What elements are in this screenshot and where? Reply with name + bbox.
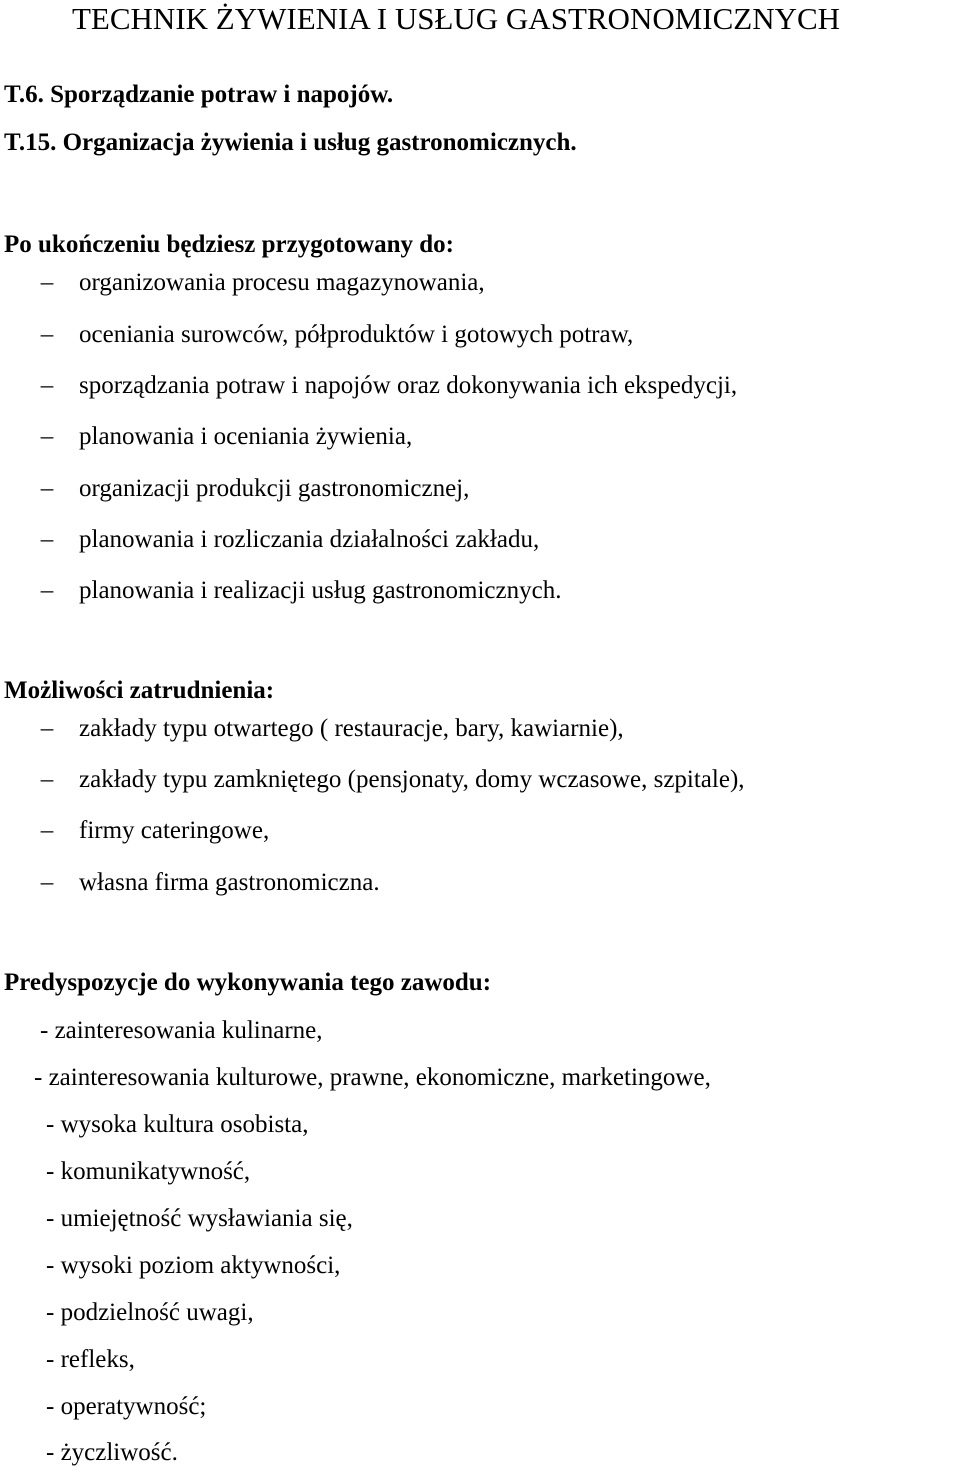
dash-bullet: – (40, 423, 54, 450)
list-item-text: organizacji produkcji gastronomicznej, (79, 475, 470, 502)
list-item-text: planowania i rozliczania działalności zakładu, (79, 526, 540, 553)
list-item: - refleks, (46, 1346, 135, 1373)
list-item: - komunikatywność, (46, 1158, 251, 1185)
predispositions-heading: Predyspozycje do wykonywania tego zawodu: (4, 969, 492, 996)
list-item-text: firmy cateringowe, (79, 817, 270, 844)
list-item-text: planowania i oceniania żywienia, (79, 423, 413, 450)
dash-bullet: – (40, 372, 54, 399)
list-item: - życzliwość. (46, 1439, 178, 1466)
list-item: - wysoka kultura osobista, (46, 1111, 309, 1138)
dash-bullet: – (40, 869, 54, 896)
list-item: - zainteresowania kulturowe, prawne, ekonomiczne, marketingowe, (34, 1064, 711, 1091)
dash-bullet: – (40, 526, 54, 553)
list-item-text: planowania i realizacji usług gastronomicznych. (79, 577, 562, 604)
list-item: - podzielność uwagi, (46, 1299, 254, 1326)
list-item-text: sporządzania potraw i napojów oraz dokonywania ich ekspedycji, (79, 372, 738, 399)
list-item: - operatywność; (46, 1393, 207, 1420)
qualification-t15: T.15. Organizacja żywienia i usług gastronomicznych. (4, 129, 577, 156)
dash-bullet: – (40, 269, 54, 296)
list-item-text: zakłady typu zamkniętego (pensjonaty, domy wczasowe, szpitale), (79, 766, 745, 793)
list-item-text: zakłady typu otwartego ( restauracje, bary, kawiarnie), (79, 715, 624, 742)
dash-bullet: – (40, 475, 54, 502)
document-title: TECHNIK ŻYWIENIA I USŁUG GASTRONOMICZNYCH (72, 1, 841, 36)
list-item: - wysoki poziom aktywności, (46, 1252, 341, 1279)
after-graduation-heading: Po ukończeniu będziesz przygotowany do: (4, 231, 454, 258)
list-item: - umiejętność wysławiania się, (46, 1205, 353, 1232)
dash-bullet: – (40, 817, 54, 844)
list-item: - zainteresowania kulinarne, (40, 1017, 323, 1044)
employment-heading: Możliwości zatrudnienia: (4, 677, 275, 704)
list-item-text: organizowania procesu magazynowania, (79, 269, 485, 296)
list-item-text: oceniania surowców, półproduktów i gotowych potraw, (79, 321, 634, 348)
list-item-text: własna firma gastronomiczna. (79, 869, 380, 896)
qualification-t6: T.6. Sporządzanie potraw i napojów. (4, 81, 394, 108)
dash-bullet: – (40, 577, 54, 604)
dash-bullet: – (40, 715, 54, 742)
dash-bullet: – (40, 321, 54, 348)
dash-bullet: – (40, 766, 54, 793)
